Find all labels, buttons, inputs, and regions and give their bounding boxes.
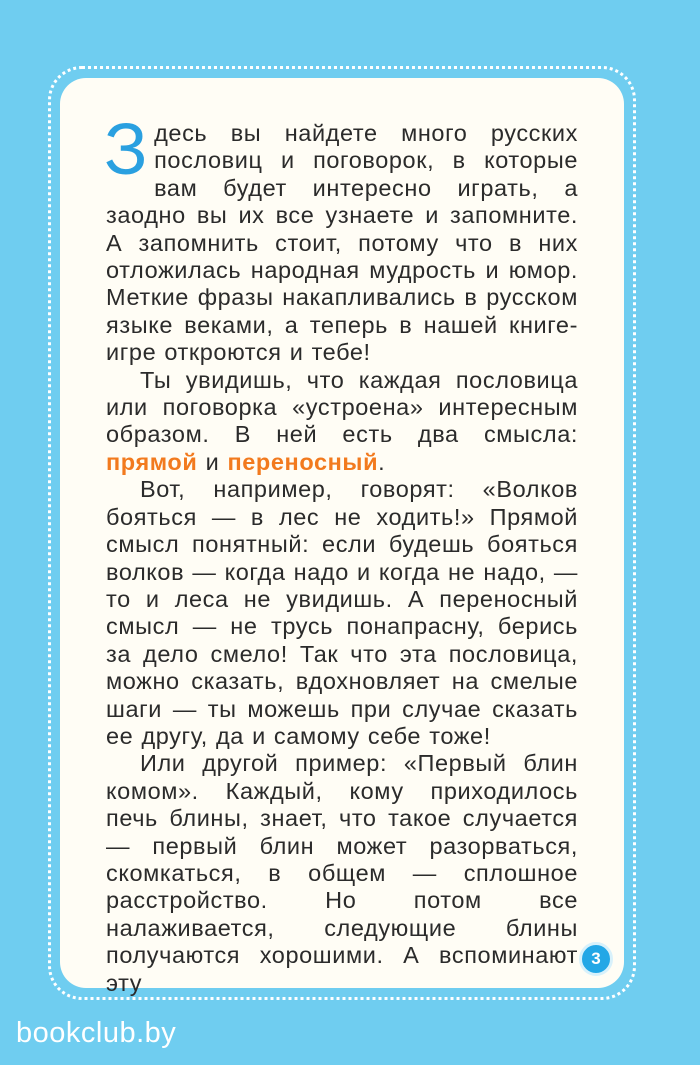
- page-number-badge: 3: [579, 942, 613, 976]
- highlight-figurative-meaning: переносный: [227, 448, 379, 475]
- paragraph-1: [104, 110, 578, 367]
- dropcap-letter: З: [104, 110, 149, 190]
- paragraph-4: Или другой пример: «Первый блин комом». Каждый, кому приходилось печь блины, знает, что такое случается — первый блин может разорваться, скомкаться, в общем — сплошное расстройство. Но потом все налаживается, следующие блины получаются хорошими. А вспоминают эту: [106, 750, 578, 996]
- paragraph-3: Вот, например, говорят: «Волков бояться — в лес не ходить!» Прямой смысл понятный: если будешь бояться волков — когда надо и когда не надо, — то и леса не увидишь. А переносный смысл — не трусь понапрасну, берись за дело смело! Так что эта пословица, можно сказать, вдохновляет на смелые шаги — ты можешь при случае сказать ее другу, да и самому себе тоже!: [106, 476, 578, 749]
- paragraph-2-connector: и: [197, 448, 228, 475]
- paragraph-2-text: Ты увидишь, что каждая пословица или поговорка «устроена» интересным образом. В ней есть два смысла:: [106, 366, 578, 448]
- highlight-direct-meaning: прямой: [106, 448, 198, 475]
- paragraph-1-text: десь вы найдете много русских пословиц и поговорок, в которые вам будет интересно играть, а заодно вы их все узнаете и запомните. А запомнить стоит, потому что в них отложилась народная мудрость и юмор. Меткие фразы накапливались в русском языке веками, а теперь в нашей книге-игре откроются и тебе!: [106, 120, 578, 366]
- body-text: [104, 110, 578, 997]
- paragraph-2-end: .: [378, 448, 386, 475]
- paragraph-2: [106, 367, 578, 477]
- watermark-text: bookclub.by: [16, 1017, 177, 1049]
